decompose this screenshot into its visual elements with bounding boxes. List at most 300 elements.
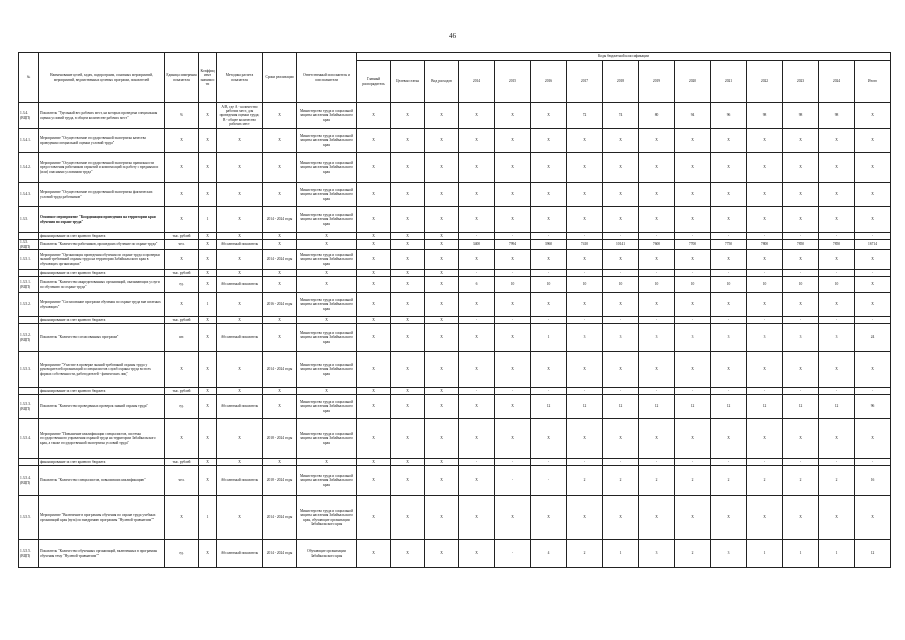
row-value: X — [531, 419, 567, 459]
row-value: X — [567, 496, 603, 540]
row-code: X — [391, 103, 425, 129]
header-responsible: Ответственный исполнитель и соисполнители — [297, 53, 357, 103]
row-value: 2 — [603, 466, 639, 496]
row-unit: тыс. рублей — [165, 270, 199, 277]
row-value: 3 — [711, 540, 747, 568]
row-value: X — [675, 419, 711, 459]
row-method: X — [217, 233, 263, 240]
row-value: X — [639, 293, 675, 317]
row-value: X — [819, 496, 855, 540]
header-code: Вид расходов — [425, 61, 459, 103]
header-method: Методика расчета показателя — [217, 53, 263, 103]
row-value: - — [639, 270, 675, 277]
row-value: - — [783, 459, 819, 466]
row-number — [19, 388, 39, 395]
row-coefficient: X — [199, 153, 217, 183]
row-name: финансирование за счет краевого бюджета — [39, 233, 165, 240]
row-value: 3 — [747, 324, 783, 352]
row-value: 10141 — [603, 240, 639, 250]
row-value: 2 — [819, 466, 855, 496]
row-unit: ед. — [165, 540, 199, 568]
row-method: X — [217, 250, 263, 270]
row-code: X — [391, 183, 425, 207]
row-value: X — [675, 293, 711, 317]
row-terms: X — [263, 153, 297, 183]
row-value: X — [495, 352, 531, 388]
header-name: Наименование целей, задач, подпрограмм, основных мероприятий, мероприятий, ведомственных целевых программ, показателей — [39, 53, 165, 103]
row-value: - — [531, 317, 567, 324]
row-value: 6 — [459, 277, 495, 293]
row-value: X — [783, 293, 819, 317]
table-row — [19, 129, 891, 153]
row-value: - — [855, 270, 891, 277]
row-value: X — [855, 419, 891, 459]
row-terms: X — [263, 459, 297, 466]
row-value: - — [747, 270, 783, 277]
row-code: X — [425, 388, 459, 395]
row-value: X — [603, 250, 639, 270]
row-responsible: Министерство труда и социальной защиты населения Забайкальского края — [297, 352, 357, 388]
row-code: X — [357, 183, 391, 207]
row-responsible: Министерство труда и социальной защиты населения Забайкальского края — [297, 324, 357, 352]
row-value: - — [639, 459, 675, 466]
row-name: Показатель "Количество специалистов, повысивших квалификацию" — [39, 466, 165, 496]
table-row — [19, 240, 891, 250]
row-value: X — [783, 129, 819, 153]
row-value: - — [531, 388, 567, 395]
row-code: X — [391, 388, 425, 395]
row-code: X — [425, 540, 459, 568]
row-value: X — [855, 352, 891, 388]
row-value: - — [819, 459, 855, 466]
row-value: - — [711, 233, 747, 240]
row-value: X — [495, 293, 531, 317]
row-code: X — [391, 129, 425, 153]
row-name: Мероприятие "Повышение квалификации специалистов, системы государственного управления охраной труда на территории Забайкальского края, а также государственной экспертизы условий труда" — [39, 419, 165, 459]
row-code: X — [357, 207, 391, 233]
row-terms: 2014 - 2024 годы — [263, 352, 297, 388]
row-value: 10 — [639, 277, 675, 293]
row-value: X — [783, 250, 819, 270]
header-unit: Единица измерения показателя — [165, 53, 199, 103]
row-code: X — [391, 153, 425, 183]
row-value: X — [783, 183, 819, 207]
row-value: X — [711, 419, 747, 459]
row-value: X — [495, 324, 531, 352]
row-method: А/В, где А - количество рабочих мест, для проведения оценки труда; В - общее количество рабочих мест — [217, 103, 263, 129]
row-coefficient: X — [199, 388, 217, 395]
row-coefficient: X — [199, 240, 217, 250]
header-year: 2024 — [819, 61, 855, 103]
header-year: 2014 — [459, 61, 495, 103]
row-value: X — [459, 293, 495, 317]
row-value: 10 — [603, 277, 639, 293]
row-value: - — [495, 388, 531, 395]
row-code: X — [391, 233, 425, 240]
row-value: X — [459, 207, 495, 233]
row-responsible: X — [297, 459, 357, 466]
row-value: X — [855, 250, 891, 270]
row-number: 1.3.5. — [19, 207, 39, 233]
row-name: Показатель "Количество работников, прошедших обучение по охране труда" — [39, 240, 165, 250]
row-value: X — [459, 540, 495, 568]
row-responsible: Обучающие организации Забайкальского края — [297, 540, 357, 568]
row-code: X — [425, 103, 459, 129]
row-code: X — [391, 466, 425, 496]
row-code: X — [357, 277, 391, 293]
row-number: 1.3.5.4. — [19, 419, 39, 459]
row-code: X — [425, 270, 459, 277]
table-row — [19, 466, 891, 496]
row-value: 10 — [783, 277, 819, 293]
row-responsible: X — [297, 277, 357, 293]
row-code: X — [391, 324, 425, 352]
row-value: 1 — [603, 540, 639, 568]
row-value: 7800 — [747, 240, 783, 250]
row-value: X — [495, 183, 531, 207]
row-value: 3 — [567, 324, 603, 352]
row-coefficient: X — [199, 317, 217, 324]
header-budget-codes: Коды бюджетной классификации — [357, 53, 891, 61]
row-value: - — [495, 459, 531, 466]
row-value: X — [819, 419, 855, 459]
row-value: - — [459, 459, 495, 466]
row-value: - — [855, 459, 891, 466]
row-responsible: Министерство труда и социальной защиты населения Забайкальского края — [297, 129, 357, 153]
row-value: X — [531, 496, 567, 540]
row-value: 10 — [675, 277, 711, 293]
row-coefficient: X — [199, 277, 217, 293]
row-value: - — [711, 388, 747, 395]
row-value: 24 — [855, 324, 891, 352]
row-value: X — [819, 207, 855, 233]
row-value: X — [783, 496, 819, 540]
row-value: 16 — [855, 466, 891, 496]
row-value: X — [855, 103, 891, 129]
row-number: 1.3.5.3. — [19, 352, 39, 388]
row-value: - — [567, 459, 603, 466]
row-value: X — [531, 352, 567, 388]
row-value: - — [639, 388, 675, 395]
row-value: 72 — [567, 103, 603, 129]
row-method: X — [217, 183, 263, 207]
row-code: X — [391, 250, 425, 270]
row-value: X — [855, 207, 891, 233]
row-name: финансирование за счет краевого бюджета — [39, 270, 165, 277]
row-value: X — [639, 207, 675, 233]
row-code: X — [357, 540, 391, 568]
row-value: 7850 — [819, 240, 855, 250]
row-terms: X — [263, 317, 297, 324]
row-number: 1.3.5.1. — [19, 250, 39, 270]
row-value: - — [747, 233, 783, 240]
row-number: 1.3.4. (ВЦП) — [19, 103, 39, 129]
row-name: Показатель "Количество обученных организаций, включенных в программы обучения тему "Нулевой травматизм"" — [39, 540, 165, 568]
row-value: X — [495, 207, 531, 233]
row-method: X — [217, 352, 263, 388]
row-code: X — [391, 395, 425, 419]
row-unit: % — [165, 103, 199, 129]
row-value: - — [675, 388, 711, 395]
row-method: X — [217, 270, 263, 277]
row-method: Абсолютный показатель — [217, 240, 263, 250]
row-method: Абсолютный показатель — [217, 277, 263, 293]
row-code: X — [425, 496, 459, 540]
row-value: X — [639, 129, 675, 153]
row-method: X — [217, 293, 263, 317]
row-value: 2 — [639, 466, 675, 496]
row-value: X — [639, 419, 675, 459]
row-coefficient: 1 — [199, 496, 217, 540]
row-number: 1.3.5.2. (ВЦП) — [19, 324, 39, 352]
row-code: X — [357, 352, 391, 388]
row-code: X — [357, 419, 391, 459]
row-code: X — [391, 207, 425, 233]
row-value: - — [711, 459, 747, 466]
row-code: X — [425, 459, 459, 466]
row-number — [19, 233, 39, 240]
row-unit: X — [165, 250, 199, 270]
row-code: X — [357, 250, 391, 270]
row-number: 1.3.5.5. (ВЦП) — [19, 540, 39, 568]
row-number: 1.3.5.5. — [19, 496, 39, 540]
row-code: X — [357, 233, 391, 240]
row-code: X — [425, 317, 459, 324]
row-value: 3400 — [459, 240, 495, 250]
row-method: Абсолютный показатель — [217, 395, 263, 419]
header-code: Целевая статья — [391, 61, 425, 103]
row-value: X — [747, 153, 783, 183]
row-code: X — [357, 324, 391, 352]
row-value: X — [711, 183, 747, 207]
row-unit: ед. — [165, 395, 199, 419]
row-value: - — [567, 317, 603, 324]
row-responsible: Министерство труда и социальной защиты населения Забайкальского края — [297, 395, 357, 419]
row-unit: шт. — [165, 324, 199, 352]
row-value: X — [711, 129, 747, 153]
row-code: X — [357, 129, 391, 153]
row-value: - — [783, 233, 819, 240]
row-name: Показатель "Количество проведенных проверок знаний охраны труда" — [39, 395, 165, 419]
row-code: X — [357, 395, 391, 419]
row-value: 12 — [567, 395, 603, 419]
row-terms: X — [263, 277, 297, 293]
row-value: X — [747, 207, 783, 233]
row-value: 12 — [855, 540, 891, 568]
page-number: 46 — [449, 32, 456, 40]
row-value: X — [531, 103, 567, 129]
row-value: 3 — [711, 324, 747, 352]
row-coefficient: 1 — [199, 293, 217, 317]
row-value: - — [531, 233, 567, 240]
row-value: X — [459, 129, 495, 153]
row-terms: 2018 - 2024 годы — [263, 466, 297, 496]
row-value: 2 — [783, 466, 819, 496]
row-value: X — [639, 153, 675, 183]
row-value: - — [675, 317, 711, 324]
header-num: № — [19, 53, 39, 103]
row-code: X — [391, 496, 425, 540]
row-value: X — [819, 153, 855, 183]
row-value: - — [747, 317, 783, 324]
row-value: X — [711, 153, 747, 183]
row-value: X — [675, 207, 711, 233]
row-code: X — [357, 388, 391, 395]
row-value: 3 — [675, 324, 711, 352]
row-value: X — [711, 250, 747, 270]
row-value: - — [531, 466, 567, 496]
row-code: X — [425, 466, 459, 496]
row-value: 12 — [711, 395, 747, 419]
row-name: Мероприятие "Осуществление государственной экспертизы качества проведения специальной оценки условий труда" — [39, 129, 165, 153]
row-value: - — [603, 388, 639, 395]
row-coefficient: X — [199, 352, 217, 388]
row-value: X — [711, 207, 747, 233]
row-coefficient: 1 — [199, 207, 217, 233]
row-value: - — [819, 388, 855, 395]
row-value: 98 — [783, 103, 819, 129]
row-value: 10 — [531, 277, 567, 293]
row-value: - — [855, 388, 891, 395]
header-year: 2017 — [567, 61, 603, 103]
row-value: - — [495, 233, 531, 240]
row-value: X — [855, 129, 891, 153]
row-value: - — [603, 233, 639, 240]
row-code: X — [425, 250, 459, 270]
row-code: X — [391, 540, 425, 568]
row-name: финансирование за счет краевого бюджета — [39, 459, 165, 466]
row-value: 12 — [639, 395, 675, 419]
table-row — [19, 317, 891, 324]
table-row — [19, 270, 891, 277]
table-row — [19, 293, 891, 317]
row-value: X — [711, 352, 747, 388]
row-value: X — [819, 183, 855, 207]
row-value: 7700 — [675, 240, 711, 250]
row-value: 7850 — [783, 240, 819, 250]
row-terms: X — [263, 103, 297, 129]
row-value: - — [495, 466, 531, 496]
table-row — [19, 395, 891, 419]
row-value: 7750 — [711, 240, 747, 250]
row-value: 2 — [711, 466, 747, 496]
row-code: X — [425, 183, 459, 207]
row-value: - — [459, 270, 495, 277]
row-responsible: Министерство труда и социальной защиты населения Забайкальского края — [297, 153, 357, 183]
row-method: X — [217, 207, 263, 233]
row-value: - — [783, 388, 819, 395]
row-coefficient: X — [199, 459, 217, 466]
table-row — [19, 277, 891, 293]
row-code: X — [391, 317, 425, 324]
program-table — [18, 52, 891, 568]
row-code: X — [425, 233, 459, 240]
row-value: 3 — [783, 324, 819, 352]
row-number: 1.3.5.3. (ВЦП) — [19, 395, 39, 419]
row-coefficient: X — [199, 395, 217, 419]
row-code: X — [425, 293, 459, 317]
table-row — [19, 207, 891, 233]
row-value: X — [675, 352, 711, 388]
row-terms: X — [263, 183, 297, 207]
row-responsible: Министерство труда и социальной защиты населения Забайкальского края, обучающие организации Забайкальского края — [297, 496, 357, 540]
row-value: - — [675, 459, 711, 466]
row-value: X — [459, 324, 495, 352]
row-method: X — [217, 388, 263, 395]
row-responsible: Министерство труда и социальной защиты населения Забайкальского края — [297, 183, 357, 207]
row-unit: тыс. рублей — [165, 233, 199, 240]
row-coefficient: X — [199, 540, 217, 568]
row-value: X — [567, 129, 603, 153]
row-value: X — [459, 395, 495, 419]
row-value: 2 — [675, 466, 711, 496]
row-value: 12 — [603, 395, 639, 419]
row-value: - — [603, 270, 639, 277]
header-year: 2020 — [675, 61, 711, 103]
row-code: X — [425, 129, 459, 153]
row-value: X — [459, 153, 495, 183]
row-value: X — [459, 103, 495, 129]
row-unit: X — [165, 183, 199, 207]
row-value: - — [783, 270, 819, 277]
row-value: 98 — [819, 103, 855, 129]
row-number: 1.3.5.4. (ВЦП) — [19, 466, 39, 496]
row-value: - — [783, 317, 819, 324]
row-value: X — [783, 352, 819, 388]
row-value: X — [639, 250, 675, 270]
row-code: X — [425, 207, 459, 233]
row-number: 1.3.4.1. — [19, 129, 39, 153]
row-value: X — [819, 250, 855, 270]
header-year: 2021 — [711, 61, 747, 103]
row-value: 98 — [747, 103, 783, 129]
row-value: X — [603, 293, 639, 317]
row-name: Мероприятие "Организация проведения обучения по охране труда и проверки знаний требований охраны труда на территории Забайкальского края в обучающих организациях" — [39, 250, 165, 270]
row-value: - — [531, 270, 567, 277]
row-unit: X — [165, 419, 199, 459]
row-value: X — [603, 153, 639, 183]
row-coefficient: X — [199, 324, 217, 352]
row-value: X — [675, 496, 711, 540]
row-value: 1 — [783, 540, 819, 568]
row-unit: X — [165, 352, 199, 388]
row-name: Мероприятие "Включение в программы обучения по охране труда учебных организаций края (вуза) по внедрению программы "Нулевой травматизм"" — [39, 496, 165, 540]
table-row — [19, 250, 891, 270]
row-value: - — [675, 233, 711, 240]
header-terms: Сроки реализации — [263, 53, 297, 103]
row-value: X — [495, 496, 531, 540]
row-responsible: Министерство труда и социальной защиты населения Забайкальского края — [297, 207, 357, 233]
row-unit: тыс. рублей — [165, 388, 199, 395]
row-value: X — [675, 183, 711, 207]
row-value: 10 — [567, 277, 603, 293]
row-name: Мероприятие "Осуществление государственной экспертизы правильности предоставления работникам гарантий и компенсаций за работу с вредными и (или) опасными условиями труда" — [39, 153, 165, 183]
row-value: - — [639, 233, 675, 240]
row-value: 94 — [675, 103, 711, 129]
row-value: X — [567, 207, 603, 233]
row-value: 12 — [819, 395, 855, 419]
row-terms: X — [263, 388, 297, 395]
row-code: X — [425, 324, 459, 352]
row-value: X — [531, 183, 567, 207]
row-code: X — [425, 277, 459, 293]
row-coefficient: X — [199, 466, 217, 496]
header-coefficient: Коэффициент значимости — [199, 53, 217, 103]
row-value: X — [459, 496, 495, 540]
row-coefficient: X — [199, 270, 217, 277]
row-name: Мероприятие "Участие в проверке знаний требований охраны труда у руководителей организаций и специалистов служб охраны труда во всех формах собственности, работодателей - физических лиц" — [39, 352, 165, 388]
row-value: - — [711, 270, 747, 277]
